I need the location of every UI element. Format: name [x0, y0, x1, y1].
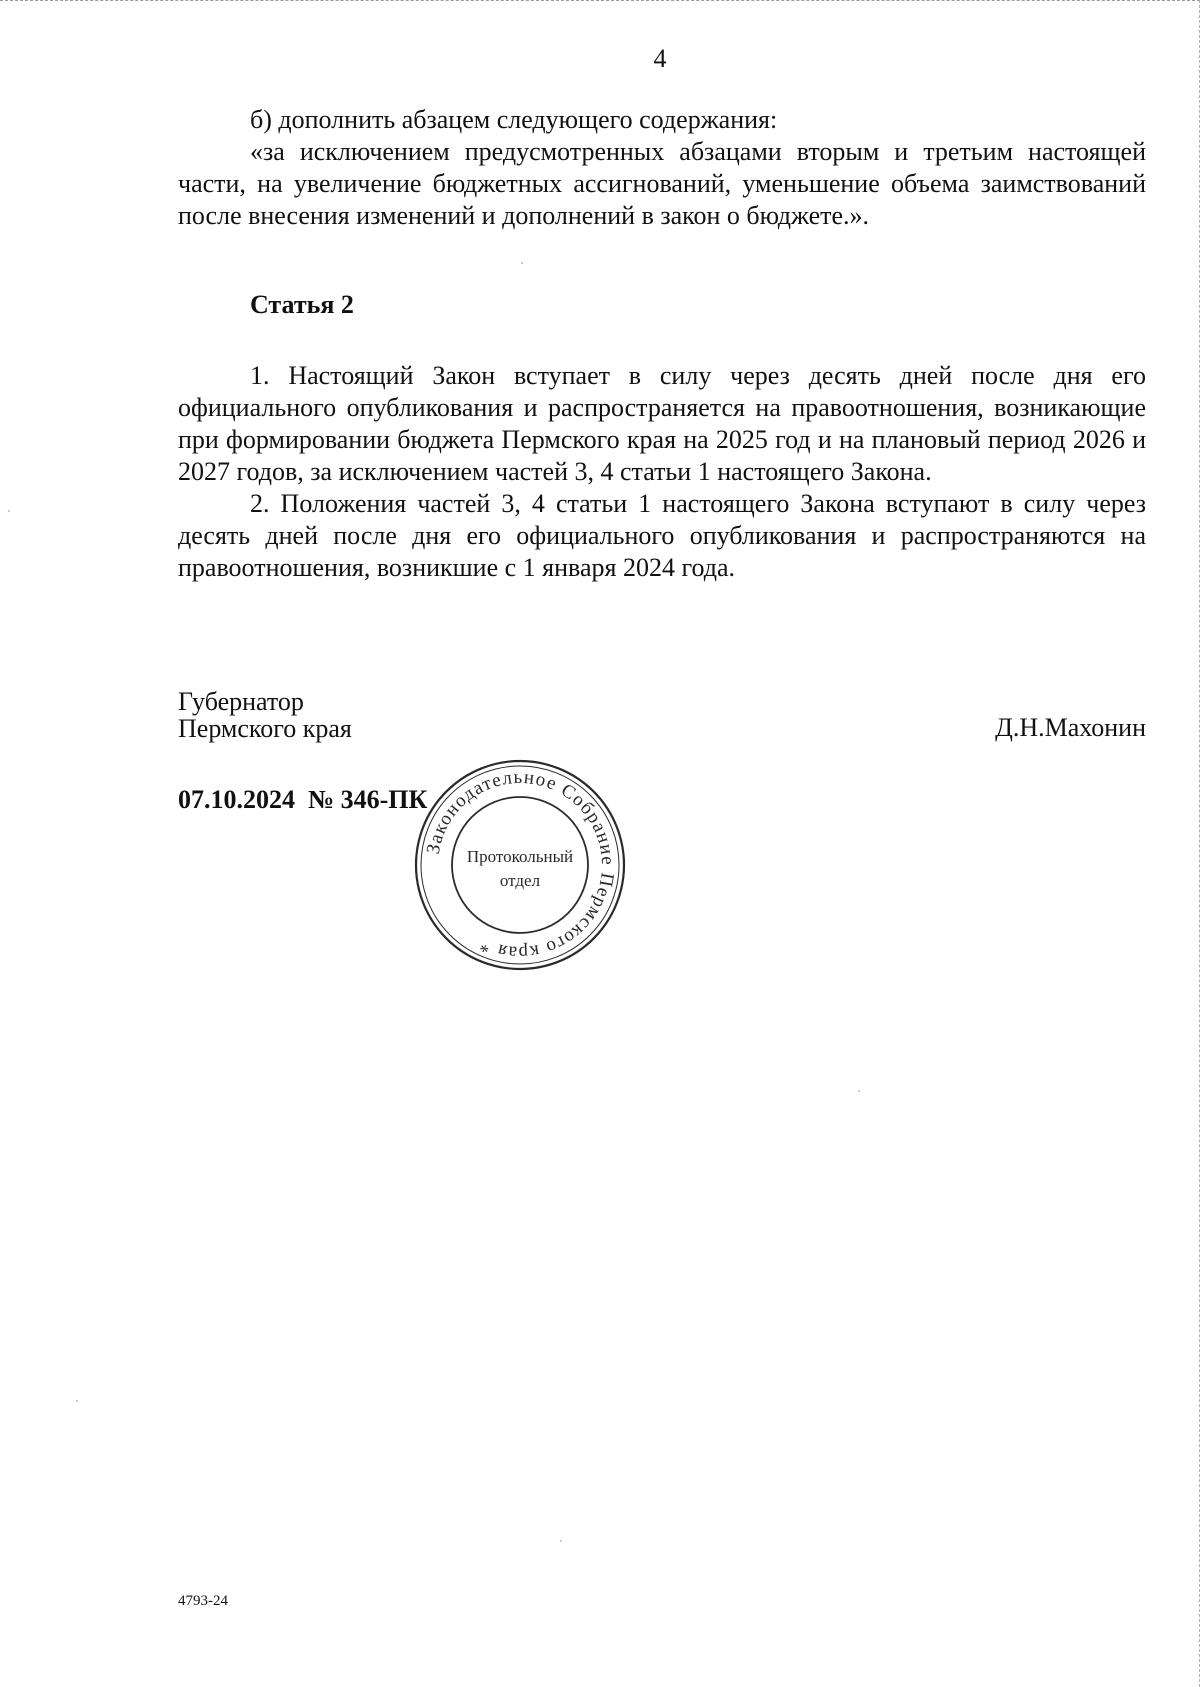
scan-speck: [8, 510, 10, 512]
signatory-name: Д.Н.Махонин: [995, 713, 1146, 742]
stamp-ring-text: Законодательное Собрание Пермского края *: [422, 766, 619, 964]
signature-title-line2: Пермского края: [178, 714, 352, 743]
amendment-intro: б) дополнить абзацем следующего содержания:: [250, 105, 778, 134]
document-code: 4793-24: [178, 1593, 228, 1609]
page-number: 4: [653, 44, 667, 73]
official-stamp: [410, 755, 630, 975]
scan-speck: [560, 1540, 562, 1542]
amendment-block: [178, 104, 1146, 232]
date-and-number: 07.10.2024 № 346-ПК: [178, 785, 428, 814]
signature-title: [178, 688, 352, 742]
scan-speck: [76, 1400, 78, 1402]
article-body: [178, 360, 1146, 584]
stamp-center-line1: Протокольный: [466, 847, 574, 866]
signature-title-line1: Губернатор: [178, 687, 304, 716]
stamp-center-line2: отдел: [499, 871, 541, 890]
article-paragraph-2: 2. Положения частей 3, 4 статьи 1 настоящего Закона вступают в силу через десять дней после дня его официального опубликования и распространяются на правоотношения, возникшие с 1 января 2024 года.: [178, 489, 1146, 582]
article-paragraph-1: 1. Настоящий Закон вступает в силу через десять дней после дня его официального опубликования и распространяется на правоотношения, возникающие при формировании бюджета Пермского края на 2025 год и на плановый период 2026 и 2027 годов, за исключением частей 3, 4 статьи 1 настоящего Закона.: [178, 361, 1146, 486]
scan-speck: [858, 1090, 860, 1092]
article-heading: Статья 2: [250, 290, 354, 319]
scan-speck: [521, 262, 523, 264]
scan-edge-top: [0, 0, 1200, 3]
amendment-text: «за исключением предусмотренных абзацами вторым и третьим настоящей части, на увеличение бюджетных ассигнований, уменьшение объема заимствований после внесения изменений и дополнений в закон о бюджете.».: [178, 137, 1146, 230]
